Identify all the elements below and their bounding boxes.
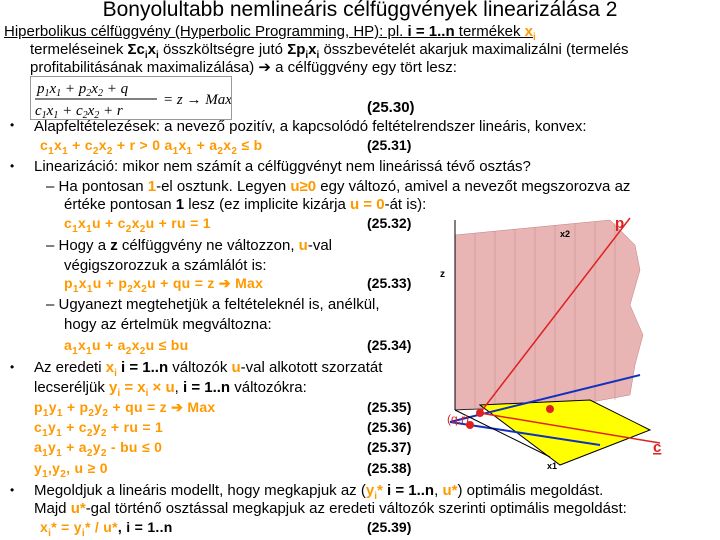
bullet-2: • bbox=[10, 159, 15, 173]
eqno-25-33: (25.33) bbox=[367, 275, 412, 291]
eq-25-38: $y_1,y_2$, u ≥ 0 bbox=[34, 460, 108, 480]
label-z: z bbox=[440, 269, 445, 280]
hyperbolic-formula bbox=[30, 76, 232, 120]
feasible-region bbox=[480, 400, 650, 465]
eqno-25-34: (25.34) bbox=[367, 337, 412, 353]
line-assumptions: Alapfeltételezések: a nevező pozitív, a kapcsolódó feltételrendszer lineáris, konvex: bbox=[34, 118, 587, 135]
label-qr: (q,r) bbox=[447, 412, 469, 426]
line-solve-model: Megoldjuk a lineáris modellt, hogy megkapjuk az ($y_i*$ i = 1..n, u*) optimális megoldást. bbox=[34, 482, 604, 502]
eq-25-39: $x_i* = y_i* / u*$, i = 1..n bbox=[40, 519, 173, 539]
label-x2: x2 bbox=[560, 229, 571, 239]
hyperbolic-3d-figure bbox=[425, 215, 675, 485]
eqno-25-35: (25.35) bbox=[367, 399, 412, 415]
bullet-4: • bbox=[10, 483, 15, 497]
svg-text:c1x1 + c2x2 + r: $c_1x_1 + c_2x_2 + r$ bbox=[35, 103, 123, 119]
line-original-vars: Az eredeti $x_i$ i = 1..n változók u-val alkotott szorzatát bbox=[34, 359, 383, 379]
eqno-25-38: (25.38) bbox=[367, 460, 412, 476]
eqno-25-39: (25.39) bbox=[367, 519, 412, 535]
svg-text:= z → Max: = z → Max bbox=[163, 92, 231, 108]
eqno-25-31: (25.31) bbox=[367, 137, 412, 153]
line-constraints-same: – Ugyanezt megtehetjük a feltételeknél is, anélkül, bbox=[46, 296, 380, 313]
eqno-25-32: (25.32) bbox=[367, 215, 412, 231]
eq-25-31: $c_1x_1 + c_2x_2 + r > 0$ $a_1x_1 + a_2x_2 \le b$ bbox=[40, 137, 263, 157]
line-multiply-numerator: végigszorozzuk a számlálót is: bbox=[64, 257, 267, 274]
slide-title: Bonyolultabb nemlineáris célfüggvények linearizálása 2 bbox=[102, 0, 618, 21]
intro-line-2: termeléseinek $\Sigma c_ix_i$ összköltségre jutó $\Sigma p_ix_i$ összbevételét akarjuk maximalizálni (termelés bbox=[30, 41, 629, 61]
point-1 bbox=[546, 405, 554, 413]
eq-25-37: $a_1y_1 + a_2y_2$ - bu ≤ 0 bbox=[34, 439, 163, 459]
line-replace-vars: lecseréljük $y_i = x_i \times u$, i = 1..n változókra: bbox=[34, 379, 307, 399]
bullet-3: • bbox=[10, 360, 15, 374]
svg-text:p1x1 + p2x2 + q: $p_1x_1 + p_2x_2 + q$ bbox=[37, 81, 129, 99]
line-keep-z: – Hogy a z célfüggvény ne változzon, u-val bbox=[46, 237, 333, 254]
line-meaning-unchanged: hogy az értelmük megváltozna: bbox=[64, 316, 272, 333]
intro-line-3: profitabilitásának maximalizálása) ➔ a célfüggvény egy tört lesz: bbox=[30, 59, 457, 76]
eqno-25-37: (25.37) bbox=[367, 439, 412, 455]
bullet-1: • bbox=[10, 118, 15, 132]
line-divide-back: Majd u*-gal történő osztással megkapjuk az eredeti változók szerinti optimális megoldást: bbox=[34, 500, 627, 517]
eq-25-33: $p_1x_1u + p_2x_2u$ + qu = z ➔ Max bbox=[64, 275, 264, 295]
eqno-25-36: (25.36) bbox=[367, 419, 412, 435]
formula-svg bbox=[31, 77, 231, 119]
label-p: p bbox=[615, 215, 625, 232]
eqno-25-30: (25.30) bbox=[367, 99, 415, 116]
line-divide-by-one: – Ha pontosan 1-el osztunk. Legyen u≥0 egy változó, amivel a nevezőt megszorozva az bbox=[46, 178, 631, 195]
qr-point bbox=[476, 409, 484, 417]
eq-25-34: $a_1x_1u + a_2x_2u$ ≤ bu bbox=[64, 337, 189, 357]
label-c: c bbox=[653, 439, 662, 456]
eq-25-35: $p_1y_1 + p_2y_2$ + qu = z ➔ Max bbox=[34, 399, 216, 419]
line-exact-one: értéke pontosan 1 lesz (ez implicite kizárja u = 0-át is): bbox=[64, 196, 427, 213]
eq-25-32: $c_1x_1u + c_2x_2u$ + ru = 1 bbox=[64, 215, 211, 235]
eq-25-36: $c_1y_1 + c_2y_2$ + ru = 1 bbox=[34, 419, 164, 439]
line-linearization: Linearizáció: mikor nem számít a célfüggvényt nem lineárissá tévő osztás? bbox=[34, 158, 531, 175]
label-x1: x1 bbox=[547, 461, 558, 471]
intro-line-1: Hiperbolikus célfüggvény (Hyperbolic Programming, HP): pl. i = 1..n termékek $x_i$ bbox=[4, 23, 536, 43]
